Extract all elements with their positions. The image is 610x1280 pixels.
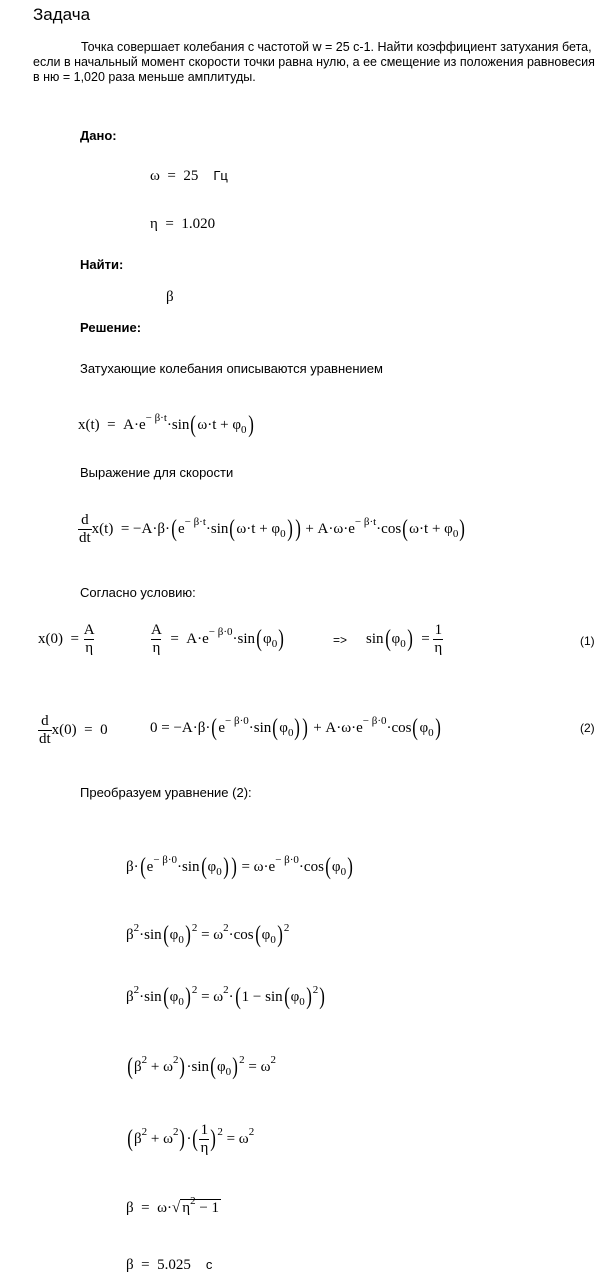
step-2: $\beta^2\cdot\sin(\varphi_0)^2 = \omega^2\cdot\cos(\varphi_0)^2$ (126, 922, 290, 948)
step-6: β = ω·√ $\eta^2 - 1$ (126, 1195, 220, 1216)
condition-v0: $\frac{d}{dt}$ x(0) = 0 (39, 713, 108, 748)
intro-text: Затухающие колебания описываются уравнением (80, 361, 383, 376)
step-1: $\beta\cdot(e^{- \beta\cdot 0}\cdot\sin(\varphi_0)$ ) = $\omega\cdot e^{- \beta\cdot 0}\cdot\cos(\varphi_0)$ (126, 854, 353, 880)
equation-number-2: (2) (580, 721, 595, 735)
step-4: $(\beta^2 + \omega^2)\cdot\sin(\varphi_0)^2 = \omega^2$ (127, 1054, 276, 1080)
equation-number-1: (1) (580, 634, 595, 648)
find-beta: β (166, 289, 174, 305)
step-5: $(\beta^2 + \omega^2)\cdot$( $\frac{1}{\eta}$ )$^2 = \omega^2$ (127, 1122, 255, 1157)
given-eta: η = 1.020 (150, 216, 216, 232)
result-value: 5.025 (157, 1257, 191, 1273)
result-unit: с (205, 1257, 213, 1272)
condition-amplitude: $\frac{A}{\eta}$ = $A\cdot e^{- \beta\cdot 0}\cdot\sin(\varphi_0)$ (151, 622, 284, 657)
condition-sin: $\sin(\varphi_0)$ = $\frac{1}{\eta}$ (366, 622, 443, 657)
equation-motion: $x(t) = A\cdot e^{- \beta\cdot t}\cdot\sin(\omega\cdot t + \varphi_0)$ (78, 412, 254, 438)
condition-x0: x(0) = $\frac{A}{\eta}$ (38, 622, 95, 657)
velocity-text: Выражение для скорости (80, 465, 234, 480)
step-3: $\beta^2\cdot\sin(\varphi_0)^2 = \omega^2\cdot(1 - \sin(\varphi_0)^2)$ (126, 984, 326, 1010)
page-title: Задача (33, 5, 91, 24)
problem-statement: Точка совершает колебания с частотой w = 25 с-1. Найти коэффициент затухания бета, если в начальный момент скорости точки равна нулю, а ее смещение из положения равновесия в ню = 1,020 раза меньше амплитуды. (33, 40, 595, 84)
eta-value: 1.020 (181, 216, 216, 232)
omega-value: 25 (183, 168, 199, 184)
condition-velocity-zero: $0 = -A\cdot\beta\cdot(e^{- \beta\cdot 0}\cdot\sin(\varphi_0)$ ) + $A\cdot\omega\cdot e^{- \beta\cdot 0}\cdot\cos(\varphi_0)$ (150, 715, 441, 741)
implies-arrow: => (333, 633, 348, 647)
result: β = 5.025 с (126, 1257, 213, 1273)
given-header: Дано: (80, 128, 117, 143)
find-header: Найти: (80, 257, 124, 272)
condition-text: Согласно условию: (80, 585, 196, 600)
equation-velocity: $\frac{d}{dt}$ $x(t) = -A\cdot\beta\cdot(e^{- \beta\cdot t}\cdot\sin(\omega\cdot t + \varphi_0)$ ) + $A\cdot\omega\cdot e^{- \beta\cdot t}\cdot\cos(\omega\cdot t + \varphi_0)$ (79, 512, 466, 547)
given-omega: ω = 25 Гц (150, 168, 228, 184)
solution-header: Решение: (80, 320, 142, 335)
transform-text: Преобразуем уравнение (2): (80, 785, 252, 800)
omega-unit: Гц (213, 168, 228, 183)
